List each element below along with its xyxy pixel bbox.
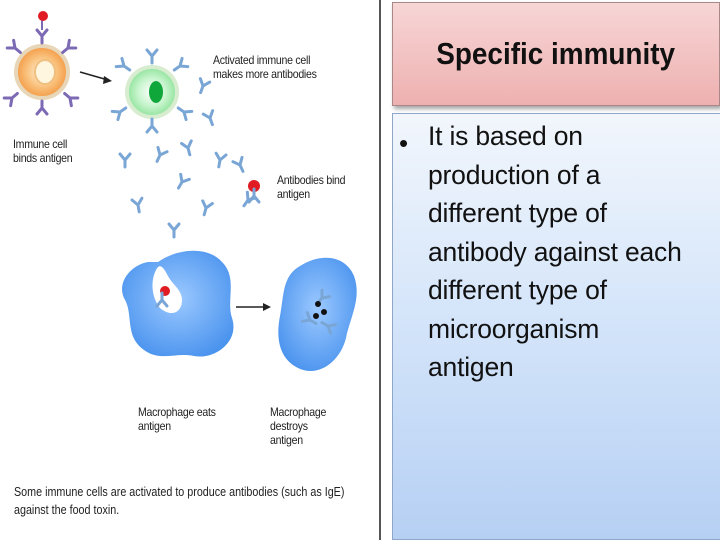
macrophage-eating <box>122 251 233 357</box>
slide-body-box <box>392 113 720 540</box>
label-macrophage-eats: Macrophage eats antigen <box>138 405 216 433</box>
slide-title: Specific immunity <box>436 36 676 71</box>
immune-cell <box>4 11 78 114</box>
arrow-icon <box>236 303 271 311</box>
diagram-caption: Some immune cells are activated to produce antibodies (such as IgE) against the food toxin. <box>14 485 345 517</box>
macrophage-destroying <box>278 258 356 371</box>
label-macrophage-destroys: Macrophage destroys antigen <box>270 405 327 447</box>
bullet-marker: • <box>399 128 409 158</box>
antigen-dot <box>38 11 48 21</box>
label-activated-cell: Activated immune cell makes more antibodies <box>213 53 317 81</box>
bullet-text: It is based on production of a different type of antibody against each different type of microorganism antigen <box>428 121 682 382</box>
slide-title-box <box>392 2 720 106</box>
arrow-icon <box>80 72 112 84</box>
activated-immune-cell <box>112 50 192 132</box>
label-antibodies-bind: Antibodies bind antigen <box>277 173 346 201</box>
label-immune-cell: Immune cell binds antigen <box>13 137 73 165</box>
